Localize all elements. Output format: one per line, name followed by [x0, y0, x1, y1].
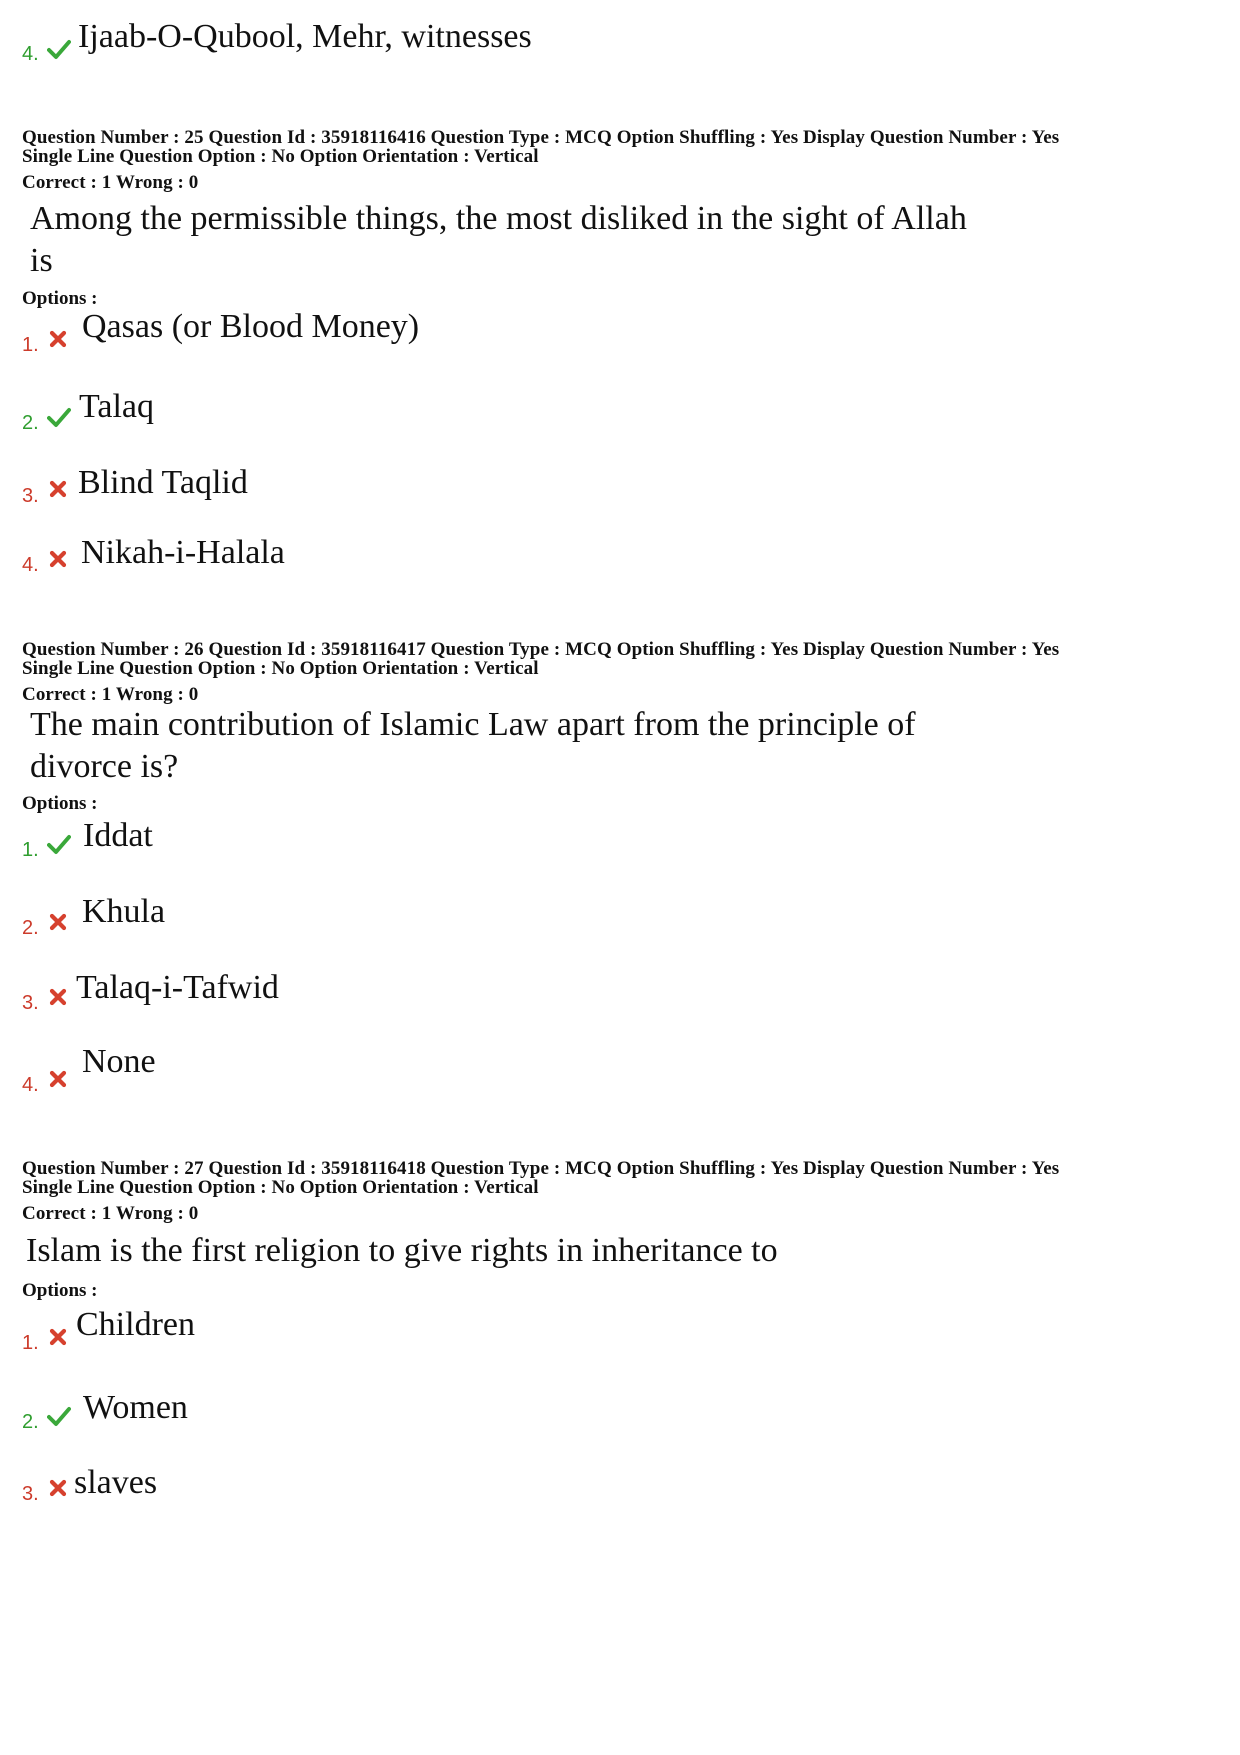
cross-icon	[49, 330, 67, 348]
check-icon	[47, 37, 71, 61]
option-text: None	[82, 1043, 156, 1080]
cross-icon	[49, 1328, 67, 1346]
check-icon	[47, 1404, 71, 1428]
option-text: Children	[76, 1306, 195, 1343]
cross-icon	[49, 480, 67, 498]
question-meta-line1: Question Number : 26 Question Id : 35918116417 Question Type : MCQ Option Shuffling : Yes Display Question Number : Yes	[22, 639, 1060, 660]
option-number: 3.	[22, 1483, 39, 1505]
option-number: 1.	[22, 334, 39, 356]
check-icon	[47, 405, 71, 429]
check-icon	[47, 832, 71, 856]
cross-icon	[49, 913, 67, 931]
option-number: 1.	[22, 839, 39, 861]
cross-icon	[49, 1070, 67, 1088]
question-text: The main contribution of Islamic Law apart from the principle of divorce is?	[30, 706, 916, 785]
options-label: Options :	[22, 1280, 98, 1301]
option-text: Talaq	[79, 388, 155, 425]
option-text: Blind Taqlid	[78, 464, 248, 501]
option-text: Khula	[82, 893, 166, 930]
cross-icon	[49, 1479, 67, 1497]
question-meta-line2: Single Line Question Option : No Option Orientation : Vertical	[22, 1177, 539, 1198]
question-meta-line2: Single Line Question Option : No Option Orientation : Vertical	[22, 658, 539, 679]
option-text: Nikah-i-Halala	[81, 534, 285, 571]
option-text: Iddat	[83, 817, 153, 854]
question-meta-line1: Question Number : 25 Question Id : 35918116416 Question Type : MCQ Option Shuffling : Yes Display Question Number : Yes	[22, 127, 1060, 148]
question-meta-line1: Question Number : 27 Question Id : 35918116418 Question Type : MCQ Option Shuffling : Yes Display Question Number : Yes	[22, 1158, 1060, 1179]
option-number: 2.	[22, 917, 39, 939]
question-meta-line2: Single Line Question Option : No Option Orientation : Vertical	[22, 146, 539, 167]
option-number: 2.	[22, 1411, 39, 1433]
question-marks: Correct : 1 Wrong : 0	[22, 172, 199, 193]
question-marks: Correct : 1 Wrong : 0	[22, 684, 199, 705]
option-number: 4.	[22, 1074, 39, 1096]
option-text: slaves	[74, 1464, 158, 1501]
option-number: 4.	[22, 554, 39, 576]
option-text: Qasas (or Blood Money)	[82, 308, 420, 345]
question-marks: Correct : 1 Wrong : 0	[22, 1203, 199, 1224]
option-text: Talaq-i-Tafwid	[76, 969, 279, 1006]
cross-icon	[49, 550, 67, 568]
option-number: 4.	[22, 43, 39, 65]
option-number: 2.	[22, 412, 39, 434]
option-text: Ijaab-O-Qubool, Mehr, witnesses	[78, 18, 532, 55]
option-number: 3.	[22, 992, 39, 1014]
cross-icon	[49, 988, 67, 1006]
question-text: Islam is the first religion to give rights in inheritance to	[26, 1232, 778, 1269]
question-text: Among the permissible things, the most disliked in the sight of Allah is	[30, 200, 967, 279]
options-label: Options :	[22, 288, 98, 309]
option-number: 1.	[22, 1332, 39, 1354]
options-label: Options :	[22, 793, 98, 814]
option-number: 3.	[22, 485, 39, 507]
option-text: Women	[83, 1389, 188, 1426]
